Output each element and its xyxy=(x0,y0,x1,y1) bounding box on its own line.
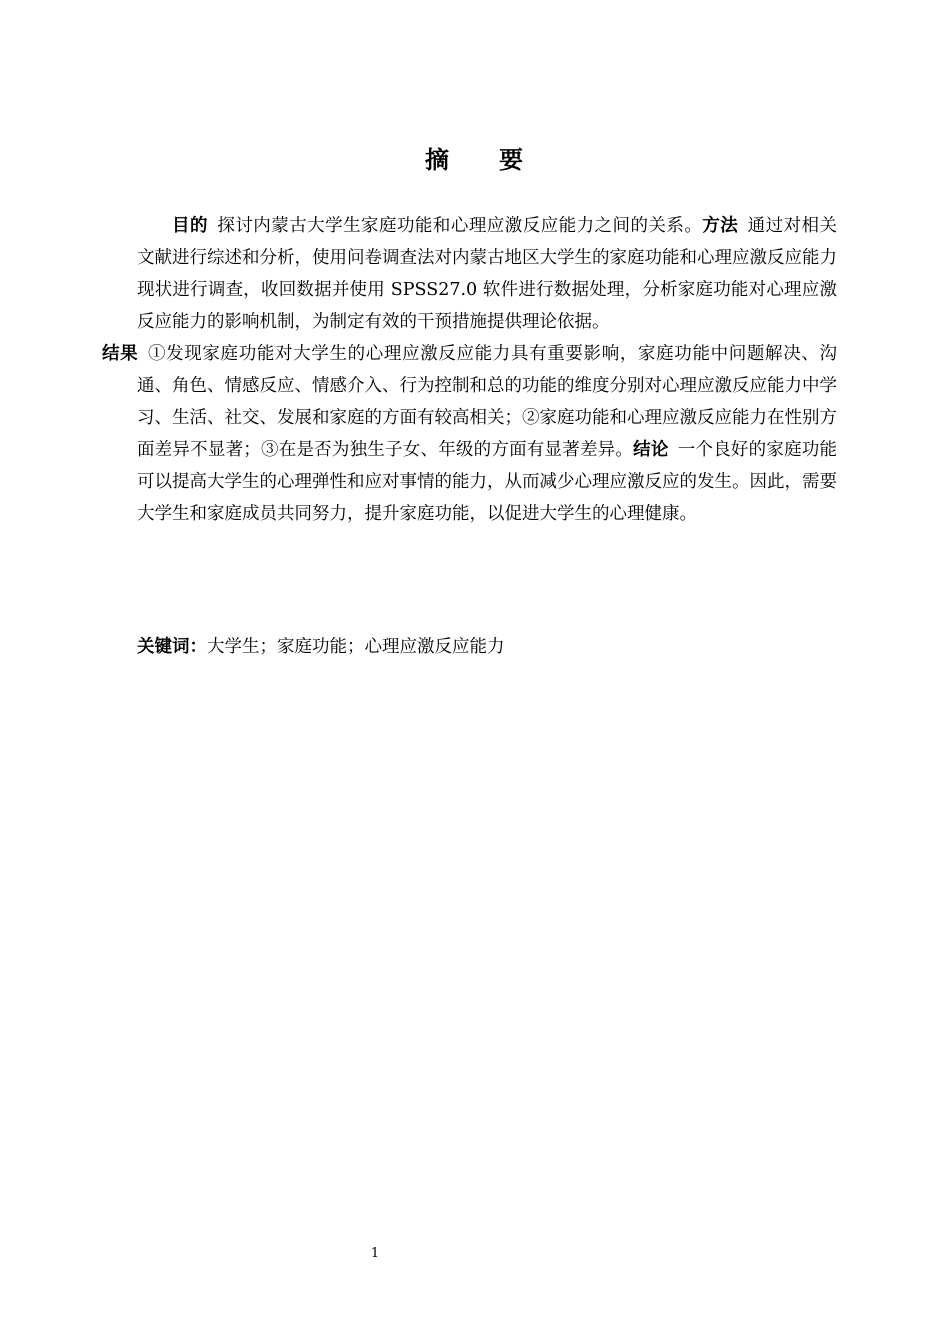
keywords xyxy=(137,632,837,662)
conclusion-text: 一个良好的家庭功能可以提高大学生的心理弹性和应对事情的能力，从而减少心理应激反应的发生。因此，需要大学生和家庭成员共同努力，提升家庭功能，以促进大学生的心理健康。 xyxy=(137,440,838,524)
result-text: ①发现家庭功能对大学生的心理应激反应能力具有重要影响，家庭功能中问题解决、沟通、角色、情感反应、情感介入、行为控制和总的功能的维度分别对心理应激反应能力中学习、生活、社交、发展和家庭的方面有较高相关；②家庭功能和心理应激反应能力在性别方面差异不显著；③在是否为独生子女、年级的方面有显著差异。 xyxy=(137,344,838,460)
keywords-label: 关键词： xyxy=(137,637,207,657)
objective-label: 目的 xyxy=(172,216,208,236)
abstract-body xyxy=(102,210,838,530)
result-label: 结果 xyxy=(102,344,139,364)
keywords-text: 大学生；家庭功能；心理应激反应能力 xyxy=(207,637,505,657)
conclusion-label: 结论 xyxy=(633,440,669,460)
method-label: 方法 xyxy=(702,216,739,236)
page-number: 1 xyxy=(370,1246,380,1261)
page-title xyxy=(0,140,950,175)
method-text: 通过对相关文献进行综述和分析，使用问卷调查法对内蒙古地区大学生的家庭功能和心理应激反应能力现状进行调查，收回数据并使用 SPSS27.0 软件进行数据处理，分析家庭功能对心理应激反应能力的影响机制，为制定有效的干预措施提供理论依据。 xyxy=(137,216,838,332)
title-char-2: 要 xyxy=(499,146,525,174)
objective-text: 探讨内蒙古大学生家庭功能和心理应激反应能力之间的关系。 xyxy=(216,216,703,236)
title-char-1: 摘 xyxy=(425,146,451,174)
